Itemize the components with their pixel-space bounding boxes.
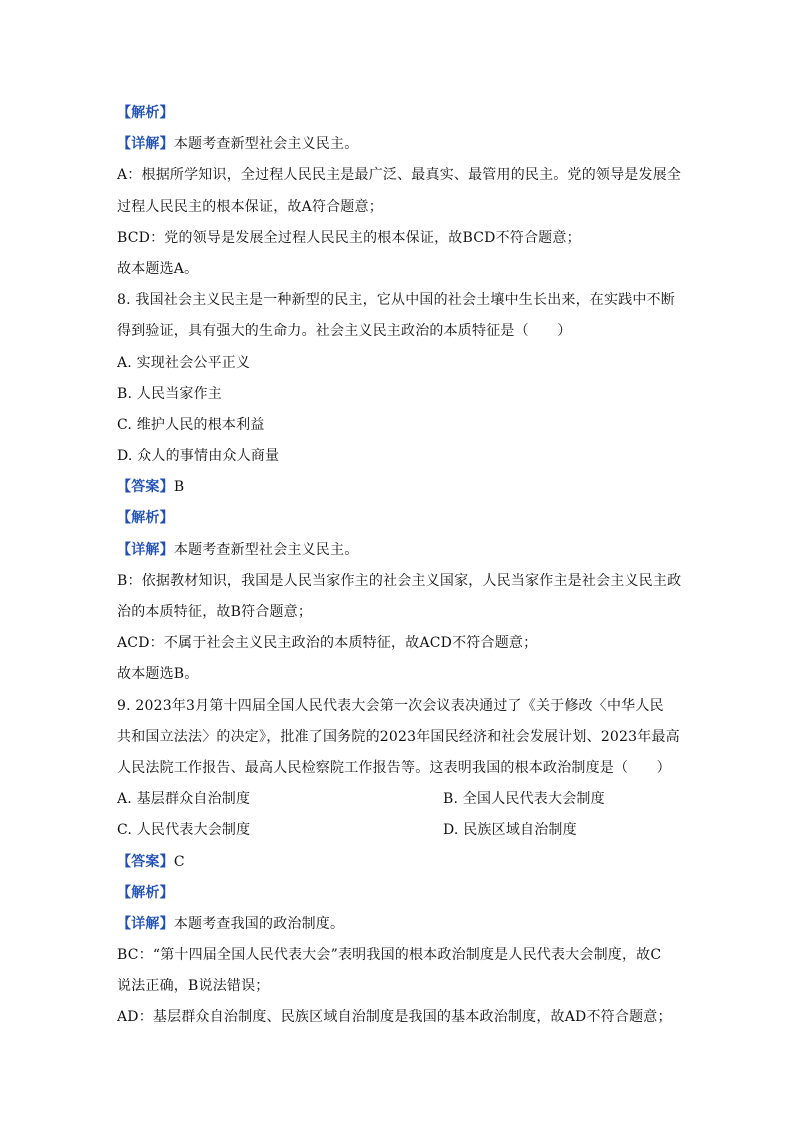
analysis-heading xyxy=(117,98,677,129)
question-8-conclusion: 故本题选B。 xyxy=(117,666,199,683)
question-8-option-d: D. 众人的事情由众人商量 xyxy=(117,448,280,465)
detail-text: 本题考查新型社会主义民主。 xyxy=(173,541,359,558)
question-8-option-a: A. 实现社会公平正义 xyxy=(117,354,251,371)
analysis-tag: 【解析】 xyxy=(117,510,174,527)
question-8-explanation-acd-line: ACD：不属于社会主义民主政治的本质特征，故ACD不符合题意； xyxy=(117,635,538,652)
detail-text: 本题考查新型社会主义民主。 xyxy=(173,136,359,153)
question-8-stem-line-1: 8. 我国社会主义民主是一种新型的民主，它从中国的社会土壤中生长出来，在实践中不断 xyxy=(117,292,676,309)
question-8-detail-line xyxy=(117,535,677,566)
detail-tag: 【详解】 xyxy=(117,136,174,153)
detail-text: 本题考查我国的政治制度。 xyxy=(173,915,345,932)
question-8-answer-line xyxy=(117,472,677,503)
question-9-answer-line xyxy=(117,847,677,878)
answer-value: B xyxy=(173,479,185,496)
detail-line xyxy=(117,129,677,160)
answer-tag: 【答案】 xyxy=(117,479,174,496)
explanation-a-line-2: 过程人民民主的根本保证，故A符合题意； xyxy=(117,198,383,215)
question-8-explanation-b-line-2: 治的本质特征，故B符合题意； xyxy=(117,604,313,620)
question-8-option-c: C. 维护人民的根本利益 xyxy=(117,416,265,433)
explanation-a-line-1: A：根据所学知识，全过程人民民主是最广泛、最真实、最管用的民主。党的领导是发展全 xyxy=(117,167,682,184)
question-9-options-row-2 xyxy=(117,815,677,846)
question-9-explanation-bc-line-2: 说法正确，B说法错误； xyxy=(117,978,270,995)
question-9-explanation-ad-line: AD：基层群众自治制度、民族区域自治制度是我国的基本政治制度，故AD不符合题意； xyxy=(117,1009,672,1026)
question-9-option-d: D. 民族区域自治制度 xyxy=(443,822,577,839)
analysis-tag: 【解析】 xyxy=(117,105,174,121)
question-9-stem-line-1: 9. 2023年3月第十四届全国人民代表大会第一次会议表决通过了《关于修改〈中华人民 xyxy=(117,697,664,714)
question-8-explanation-b-line-1: B：依据教材知识，我国是人民当家作主的社会主义国家，人民当家作主是社会主义民主政 xyxy=(117,572,682,589)
question-9-options-row-1 xyxy=(117,784,677,815)
document-body xyxy=(117,98,682,1034)
answer-tag: 【答案】 xyxy=(117,853,174,870)
question-9-option-a: A. 基层群众自治制度 xyxy=(117,791,251,808)
explanation-bcd-line: BCD：党的领导是发展全过程人民民主的根本保证，故BCD不符合题意； xyxy=(117,229,581,246)
detail-tag: 【详解】 xyxy=(117,541,174,558)
question-9-option-b: B. 全国人民代表大会制度 xyxy=(443,791,605,808)
question-9-detail-line xyxy=(117,909,677,940)
answer-value: C xyxy=(173,853,185,870)
question-8-analysis-heading xyxy=(117,503,677,534)
detail-tag: 【详解】 xyxy=(117,915,174,932)
question-8-stem-line-2: 得到验证，具有强大的生命力。社会主义民主政治的本质特征是（ ） xyxy=(117,323,572,340)
question-9-explanation-bc-line-1: BC：“第十四届全国人民代表大会”表明我国的根本政治制度是人民代表大会制度，故C xyxy=(117,947,662,964)
question-8-option-b: B. 人民当家作主 xyxy=(117,385,222,402)
analysis-tag: 【解析】 xyxy=(117,884,174,901)
question-9-analysis-heading xyxy=(117,878,677,909)
question-9-stem-line-2: 共和国立法法〉的决定》，批准了国务院的2023年国民经济和社会发展计划、2023年最高 xyxy=(117,728,680,745)
question-9-option-c: C. 人民代表大会制度 xyxy=(117,822,251,839)
conclusion-line: 故本题选A。 xyxy=(117,260,199,277)
question-9-stem-line-3: 人民法院工作报告、最高人民检察院工作报告等。这表明我国的根本政治制度是（ ） xyxy=(117,759,671,776)
